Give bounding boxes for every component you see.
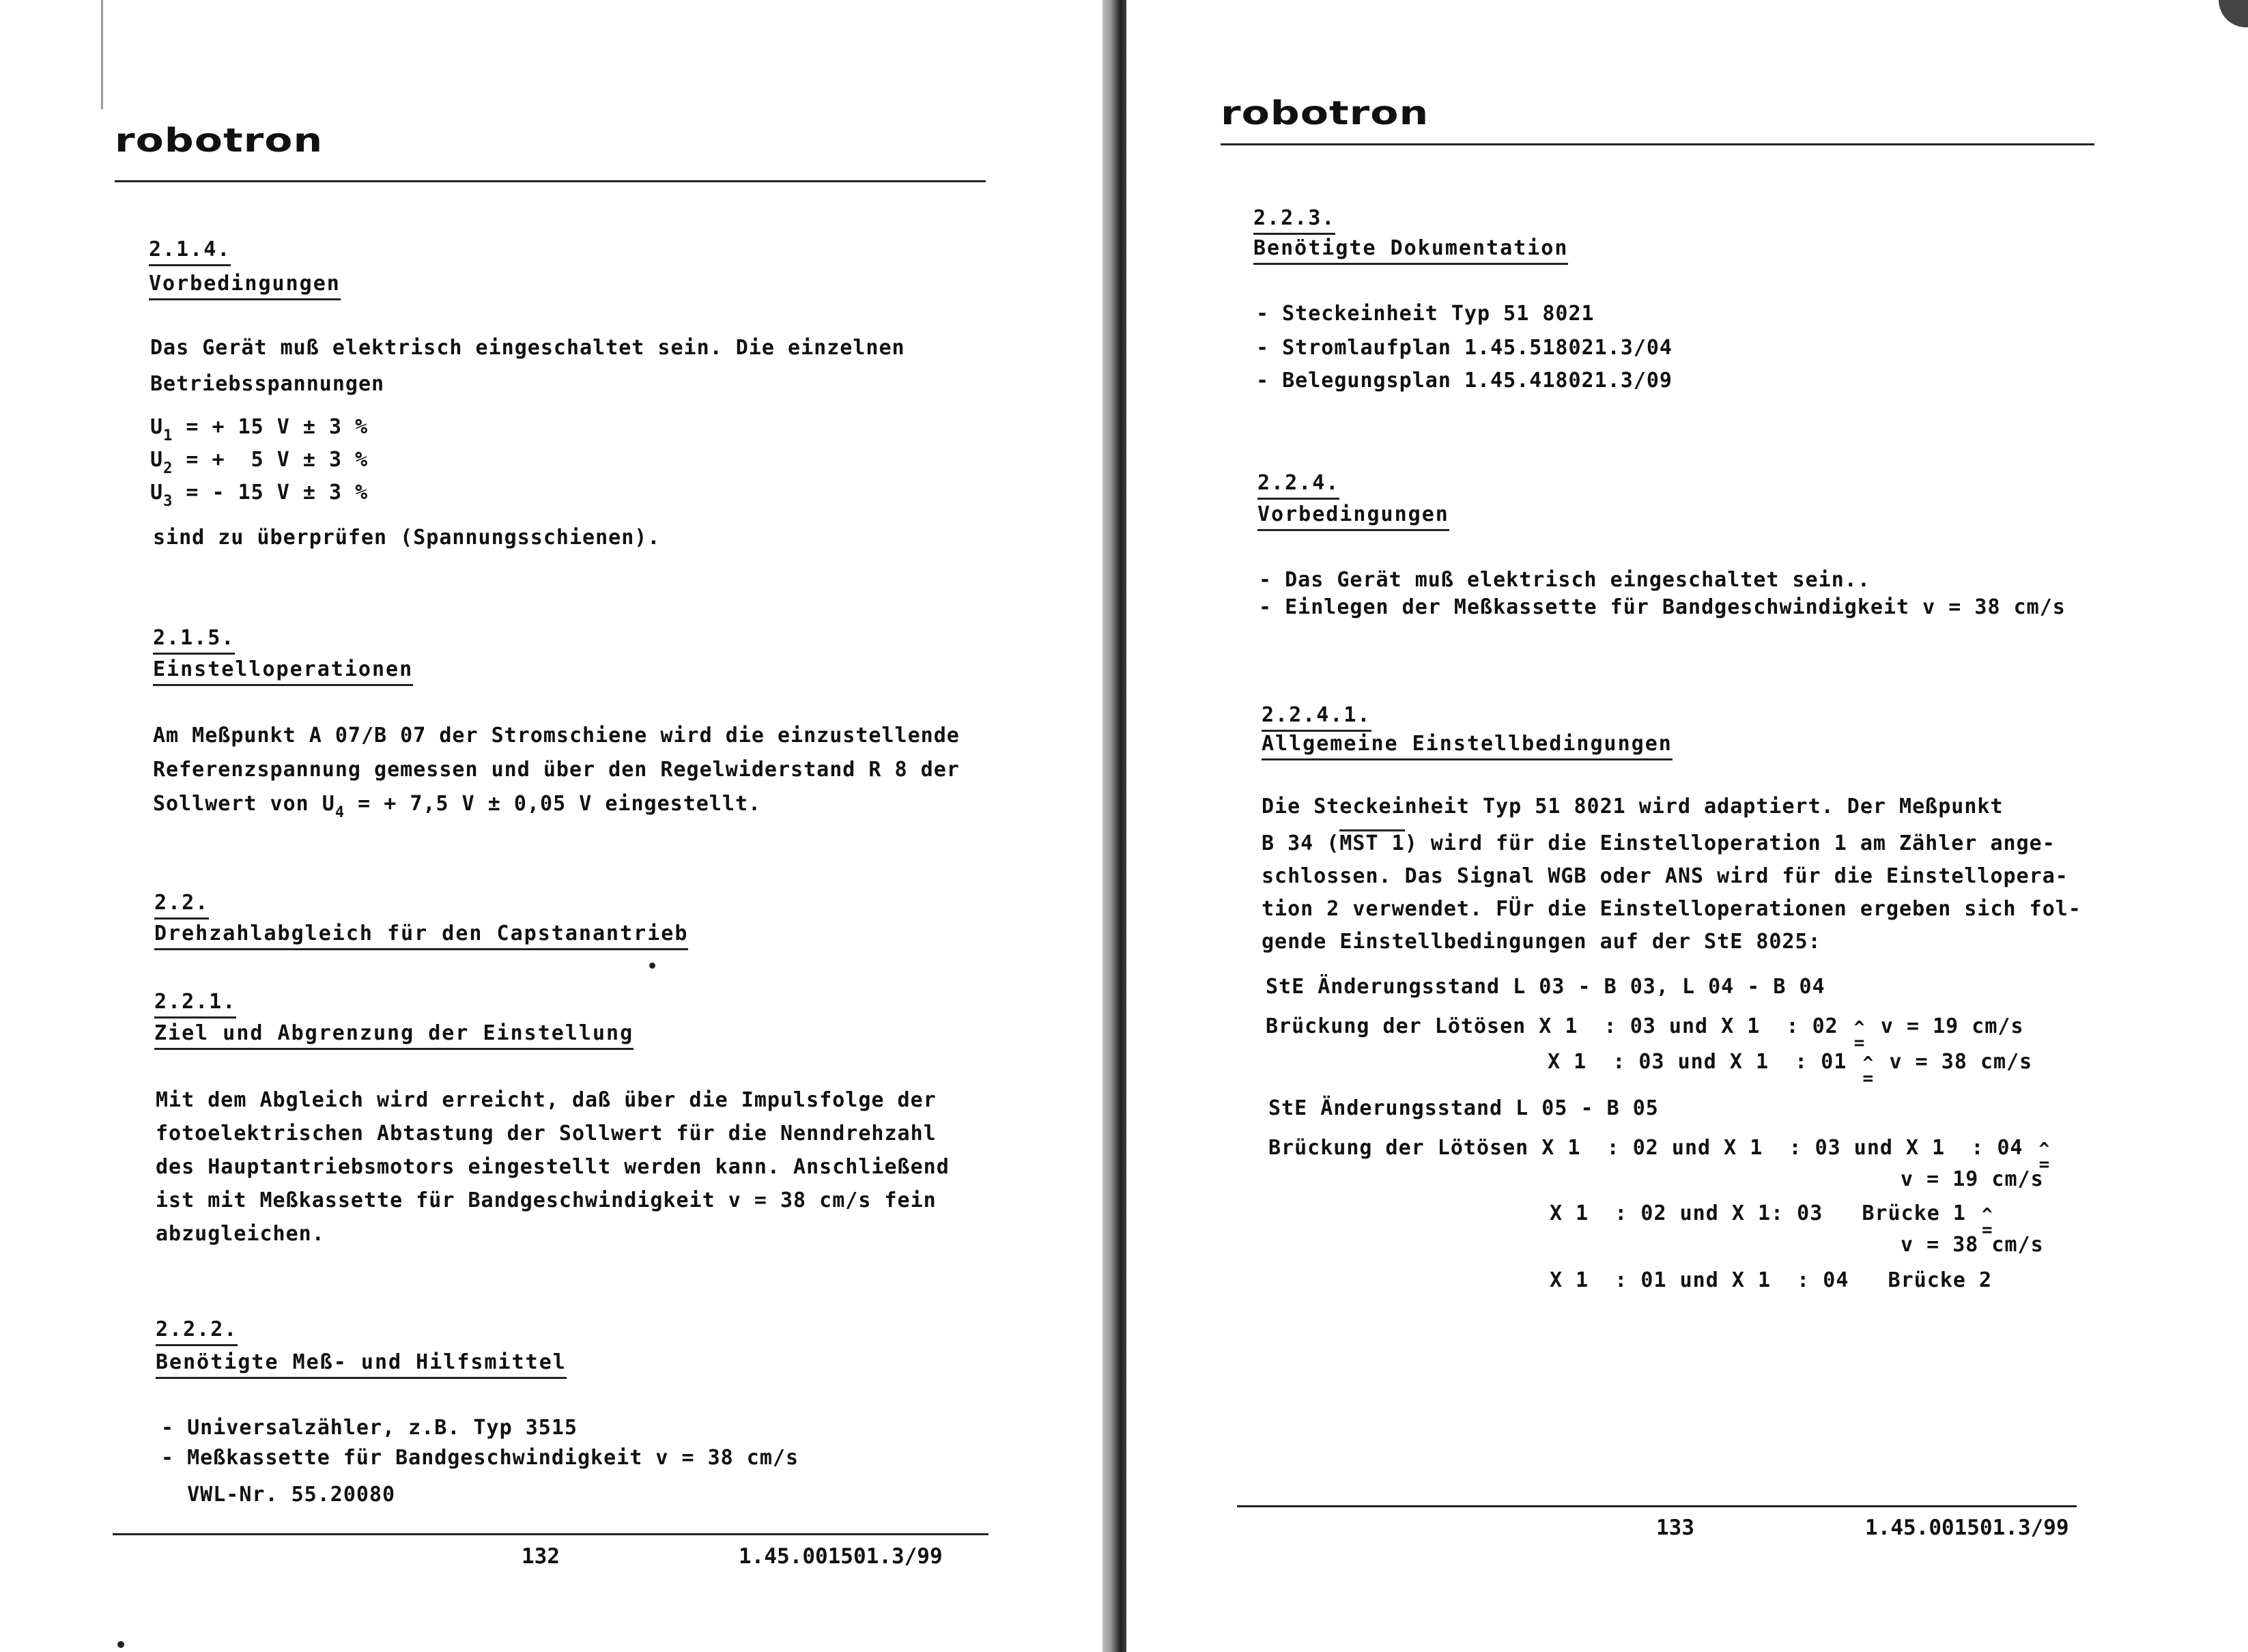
page-number: 132 [522, 1544, 560, 1569]
measure-point-text: B 34 ( [1262, 831, 1340, 855]
paragraph-line: gende Einstellbedingungen auf der StE 8025: [1262, 930, 1821, 954]
bridging-line [1268, 1136, 2053, 1160]
list-item: - Belegungsplan 1.45.418021.3/09 [1256, 369, 1673, 393]
voltage-u1-value: = + 15 V ± 3 % [186, 415, 369, 439]
section-title: Ziel und Abgrenzung der Einstellung [154, 1021, 634, 1050]
change-level-line: StE Änderungsstand L 05 - B 05 [1268, 1096, 1659, 1120]
section-title: Vorbedingungen [1257, 502, 1449, 531]
paragraph-line: Sollwert von $U_4$ = + 7,5 V ± 0,05 V eingestellt. [153, 792, 762, 821]
paragraph-line: tion 2 verwendet. FÜr die Einstelloperationen ergeben sich fol- [1262, 897, 2081, 921]
list-item: - Das Gerät muß elektrisch eingeschaltet sein.. [1259, 568, 1870, 592]
page-number: 133 [1656, 1515, 1694, 1540]
document-number: 1.45.001501.3/99 [739, 1544, 943, 1569]
voltage-u3: $U_3$ = - 15 V ± 3 % [150, 481, 369, 510]
section-number: 2.2. [154, 891, 209, 920]
left-page [0, 0, 1102, 1652]
list-item: - Stromlaufplan 1.45.518021.3/04 [1256, 336, 1673, 360]
bridging-spec: X 1 : 02 und X 1: 03 Brücke 1 [1550, 1201, 1966, 1225]
list-item: - Einlegen der Meßkassette für Bandgeschwindigkeit v = 38 cm/s [1259, 595, 2066, 619]
section-title: Drehzahlabgleich für den Capstanantrieb [154, 922, 688, 950]
speed-value: v = 19 cm/s [1880, 1014, 2024, 1038]
paragraph-line [1262, 831, 2055, 855]
speed-value: v = 38 cm/s [1901, 1233, 2044, 1257]
section-number: 2.1.4. [149, 238, 231, 266]
section-number: 2.2.4.1. [1262, 703, 1371, 732]
document-number: 1.45.001501.3/99 [1865, 1515, 2069, 1540]
section-title: Benötigte Dokumentation [1253, 236, 1568, 265]
right-page [1126, 0, 2248, 1652]
section-number: 2.2.4. [1257, 471, 1339, 500]
sollwert-text: Sollwert von U [153, 792, 335, 816]
scan-speck [117, 1641, 124, 1648]
paragraph-line: ist mit Meßkassette für Bandgeschwindigkeit v = 38 cm/s fein [156, 1188, 937, 1212]
list-item: - Meßkassette für Bandgeschwindigkeit v = 38 cm/s [161, 1446, 799, 1470]
section-title: Allgemeine Einstellbedingungen [1262, 732, 1673, 760]
scan-mark [101, 0, 103, 109]
signal-label-mst: MST 1 [1339, 829, 1404, 855]
bridging-line: X 1 : 01 und X 1 : 04 Brücke 2 [1550, 1268, 1993, 1292]
list-item: VWL-Nr. 55.20080 [161, 1483, 396, 1507]
list-item: - Universalzähler, z.B. Typ 3515 [161, 1416, 578, 1440]
bridging-spec: Brückung der Lötösen X 1 : 02 und X 1 : 03 und X 1 : 04 [1268, 1136, 2023, 1160]
scan-speck [649, 963, 655, 969]
paragraph-line: Referenzspannung gemessen und über den Regelwiderstand R 8 der [153, 758, 960, 782]
list-item: - Steckeinheit Typ 51 8021 [1256, 302, 1595, 326]
measure-point-rest: ) wird für die Einstelloperation 1 am Zähler ange- [1404, 831, 2055, 855]
paragraph-line: Betriebsspannungen [150, 372, 385, 396]
paragraph-line: Mit dem Abgleich wird erreicht, daß über die Impulsfolge der [156, 1088, 937, 1112]
bridging-spec: X 1 : 03 und X 1 : 01 [1548, 1050, 1847, 1074]
header-rule [1221, 143, 2094, 145]
change-level-line: StE Änderungsstand L 03 - B 03, L 04 - B 04 [1266, 975, 1825, 999]
robotron-logo: robotron [1221, 94, 1429, 132]
paragraph-line: sind zu überprüfen (Spannungsschienen). [153, 526, 661, 550]
section-number: 2.2.3. [1253, 206, 1335, 235]
voltage-u2-value: = + 5 V ± 3 % [186, 448, 369, 472]
bridging-line [1266, 1014, 2024, 1038]
footer-rule [113, 1533, 988, 1535]
voltage-u1: $U_1$ = + 15 V ± 3 % [150, 415, 369, 444]
speed-value: v = 38 cm/s [1889, 1050, 2033, 1074]
footer-rule [1237, 1505, 2077, 1507]
section-title: Einstelloperationen [153, 657, 413, 686]
scan-corner [2219, 0, 2248, 27]
paragraph-line: Die Steckeinheit Typ 51 8021 wird adaptiert. Der Meßpunkt [1262, 795, 2004, 818]
paragraph-line: schlossen. Das Signal WGB oder ANS wird für die Einstellopera- [1262, 864, 2068, 888]
section-title: Vorbedingungen [149, 272, 341, 300]
paragraph-line: abzugleichen. [156, 1222, 325, 1246]
robotron-logo: robotron [115, 122, 324, 160]
section-number: 2.2.1. [154, 990, 236, 1019]
bridging-line [1548, 1050, 2032, 1074]
section-title: Benötigte Meß- und Hilfsmittel [156, 1350, 567, 1379]
voltage-u2: $U_2$ = + 5 V ± 3 % [150, 448, 369, 477]
voltage-u3-value: = - 15 V ± 3 % [186, 481, 369, 504]
speed-value: v = 19 cm/s [1901, 1167, 2044, 1191]
header-rule [115, 180, 986, 182]
section-number: 2.1.5. [153, 626, 235, 655]
sollwert-value: = + 7,5 V ± 0,05 V eingestellt. [345, 792, 762, 816]
paragraph-line: des Hauptantriebsmotors eingestellt werden kann. Anschließend [156, 1155, 950, 1179]
bridging-line [1550, 1201, 1995, 1225]
paragraph-line: fotoelektrischen Abtastung der Sollwert für die Nenndrehzahl [156, 1122, 937, 1145]
paragraph-line: Am Meßpunkt A 07/B 07 der Stromschiene wird die einzustellende [153, 724, 960, 747]
section-number: 2.2.2. [156, 1318, 238, 1346]
paragraph-line: Das Gerät muß elektrisch eingeschaltet sein. Die einzelnen [150, 336, 905, 360]
bridging-spec: Brückung der Lötösen X 1 : 03 und X 1 : 02 [1266, 1014, 1838, 1038]
